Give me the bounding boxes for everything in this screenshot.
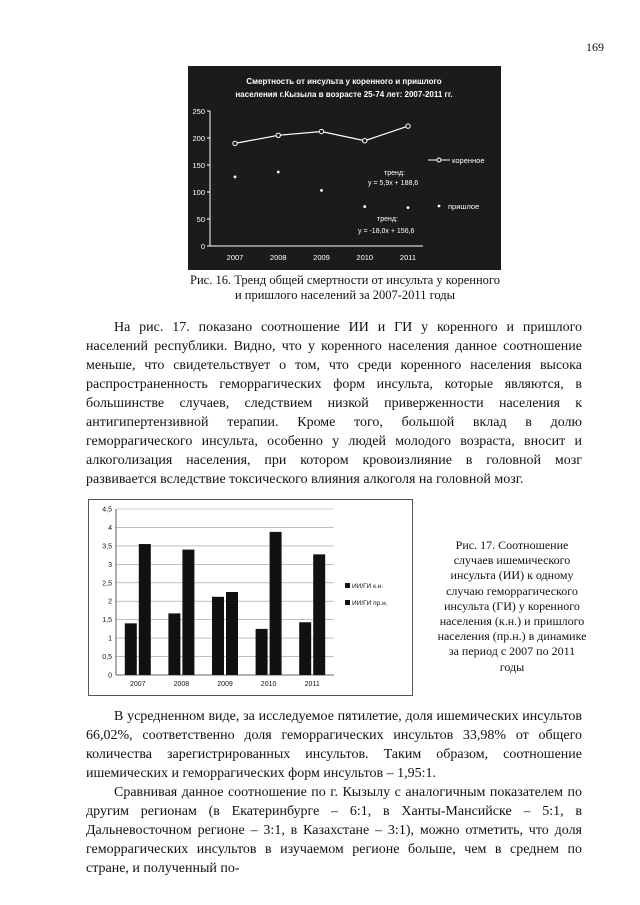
figure-16-caption xyxy=(160,273,530,303)
data-point-prishloe xyxy=(277,171,280,174)
bar-ii-gi-kn xyxy=(299,622,311,675)
data-point-korennoe xyxy=(233,141,237,145)
legend-marker-korennoe xyxy=(437,158,441,162)
trend-label-2: тренд: xyxy=(377,216,398,223)
chart-title-line1: Смертность от инсульта у коренного и пришлого xyxy=(246,77,442,86)
data-point-korennoe xyxy=(406,124,410,128)
y-tick-label: 150 xyxy=(192,161,205,170)
legend-marker-prishloe xyxy=(438,205,441,208)
trend-equation-2: y = -18,0x + 156,6 xyxy=(358,228,415,235)
trend-equation-1: y = 5,9x + 188,6 xyxy=(368,180,419,187)
bar-ii-gi-prn xyxy=(182,550,194,675)
bar-ii-gi-prn xyxy=(139,544,151,675)
x-tick-label: 2011 xyxy=(304,681,320,688)
y-tick-label: 250 xyxy=(192,107,205,116)
bar-ii-gi-prn xyxy=(226,592,238,675)
data-point-prishloe xyxy=(320,189,323,192)
bar-ii-gi-prn xyxy=(270,532,282,675)
y-tick-label: 100 xyxy=(192,188,205,197)
data-point-korennoe xyxy=(363,139,367,143)
x-tick-label: 2009 xyxy=(217,681,233,688)
page-number: 169 xyxy=(586,40,604,54)
y-tick-label: 1 xyxy=(108,635,112,643)
y-tick-label: 3,5 xyxy=(102,543,112,551)
y-tick-label: 2,5 xyxy=(102,580,112,588)
data-point-prishloe xyxy=(363,205,366,208)
y-tick-label: 0 xyxy=(108,672,112,680)
y-tick-label: 0 xyxy=(200,242,205,251)
series-line-korennoe xyxy=(235,126,408,143)
x-tick-label: 2007 xyxy=(226,253,244,262)
figure-17-caption: Рис. 17. Соотношение случаев ишемического инсульта (ИИ) к одному случаю геморрагического инсульта (ГИ) у коренного населения (к.н.) и пришлого населения (пр.н.) в динамике за период с 2007 по 2011 годы xyxy=(437,538,587,674)
x-tick-label: 2011 xyxy=(399,253,417,262)
figure-16-chart xyxy=(188,66,501,270)
bar-ii-gi-kn xyxy=(168,613,180,675)
y-tick-label: 1,5 xyxy=(102,617,112,625)
y-tick-label: 4 xyxy=(108,524,112,532)
figure-16-caption-line2: и пришлого населений за 2007-2011 годы xyxy=(234,288,456,302)
bar-ii-gi-kn xyxy=(212,597,224,675)
x-tick-label: 2010 xyxy=(260,681,277,688)
data-point-prishloe xyxy=(407,206,410,209)
data-point-korennoe xyxy=(319,129,323,133)
y-tick-label: 50 xyxy=(196,215,205,224)
paragraph-2-text: В усредненном виде, за исследуемое пятилетие, доля ишемических инсультов 66,02%, соответственно доля геморрагических инсультов 33,98% от общего количества зарегистрированных инсультов. Таким образом, соотношение ишемических и геморрагических форм инсультов – 1,95:1. xyxy=(86,709,582,781)
legend-swatch-prn xyxy=(345,600,350,605)
x-tick-label: 2008 xyxy=(173,681,190,688)
paragraph-3-text: Сравнивая данное соотношение по г. Кызылу с аналогичным показателем по другим регионам (в Екатеринбурге – 6:1, в Ханты-Мансийске – 5:1, в Дальневосточном регионе – 3:1, в Казахстане – 3:1), можно отметить, что доля геморрагических инсультов в изучаемом регионе больше, чем в среднем по стране, и полученный по- xyxy=(86,785,582,876)
y-tick-label: 3 xyxy=(108,561,112,569)
bar-ii-gi-kn xyxy=(256,629,268,675)
figure-17-chart xyxy=(88,499,413,696)
y-tick-label: 200 xyxy=(192,134,205,143)
legend-swatch-kn xyxy=(345,583,350,588)
bar-ii-gi-kn xyxy=(125,623,137,675)
x-tick-label: 2010 xyxy=(356,253,374,262)
y-tick-label: 4,5 xyxy=(102,506,112,514)
y-tick-label: 2 xyxy=(108,598,112,606)
legend-label-korennoe: коренное xyxy=(452,156,485,165)
data-point-korennoe xyxy=(276,133,280,137)
legend-label-kn: ИИ/ГИ к.н. xyxy=(352,583,384,590)
legend-label-prishloe: пришлое xyxy=(448,202,480,211)
data-point-prishloe xyxy=(234,175,237,178)
figure-16-caption-line1: Рис. 16. Тренд общей смертности от инсульта у коренного xyxy=(190,273,500,287)
x-tick-label: 2008 xyxy=(269,253,287,262)
y-tick-label: 0,5 xyxy=(102,654,112,662)
paragraphs-2-3 xyxy=(86,707,582,878)
x-tick-label: 2009 xyxy=(313,253,330,262)
paragraph-1-text: На рис. 17. показано соотношение ИИ и ГИ у коренного и пришлого населений республики. Видно, что у коренного населения данное соотношение меньше, что свидетельствует о том, что среди коренного населения высока распространенность геморрагических форм инсульта, которые являются, в большинстве случаев, следствием низкой приверженности населения к антигипертензивной терапии. Кроме того, большой вклад в долю геморрагического инсульта, особенно у людей молодого возраста, вносит и алкоголизация населения, при котором кровоизлияние в головной мозг развивается вследствие токсического влияния алкоголя на головной мозг. xyxy=(86,320,582,487)
paragraph-1 xyxy=(86,318,582,489)
x-tick-label: 2007 xyxy=(130,681,146,688)
trend-label-1: тренд: xyxy=(384,170,405,177)
chart-title-line2: населения г.Кызыла в возрасте 25-74 лет: 2007-2011 гг. xyxy=(235,90,453,99)
legend-label-prn: ИИ/ГИ пр.н. xyxy=(352,600,388,607)
bar-ii-gi-prn xyxy=(313,554,325,675)
